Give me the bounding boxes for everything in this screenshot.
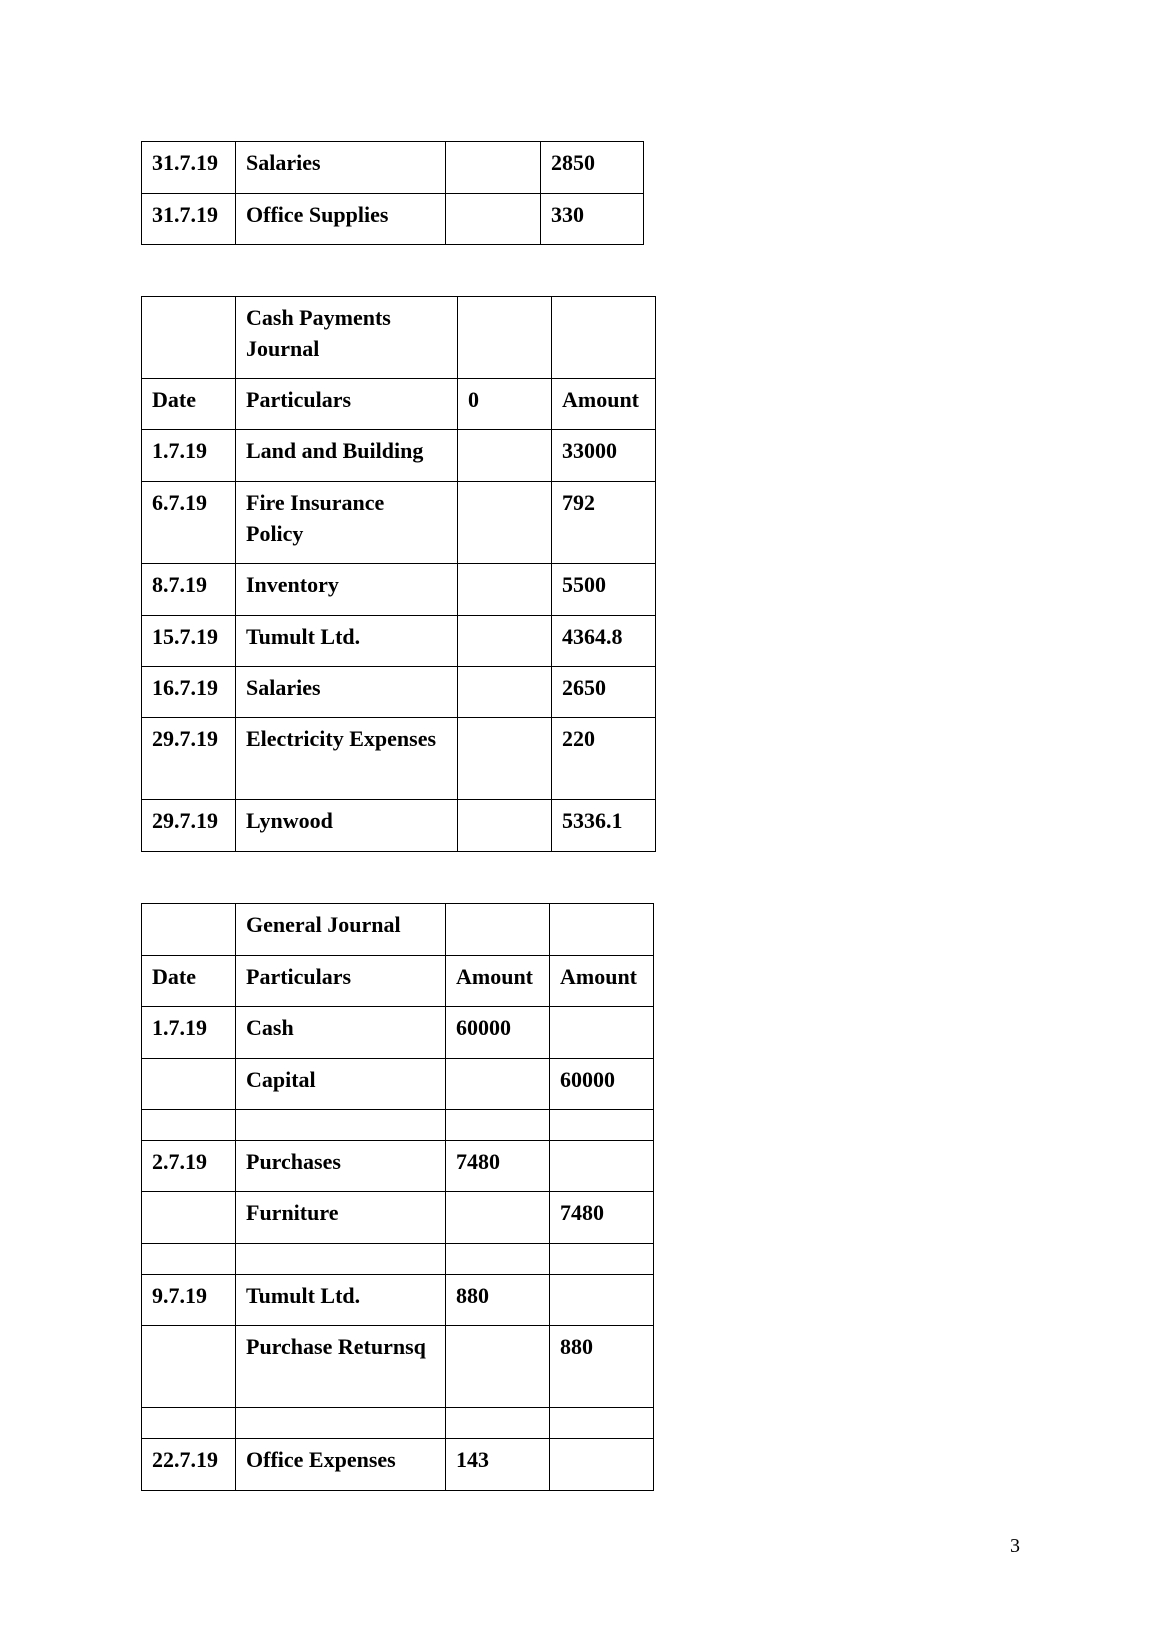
date-cell <box>142 1059 236 1110</box>
table-row <box>142 1439 654 1491</box>
amount-cell: 220 <box>552 718 656 800</box>
particulars-cell: Office Expenses <box>236 1439 446 1491</box>
debit-cell <box>458 430 552 482</box>
particulars-cell: Salaries <box>236 667 458 718</box>
particulars-cell: Electricity Expenses <box>236 718 458 800</box>
date-cell: 1.7.19 <box>142 430 236 482</box>
empty-cell <box>550 1408 654 1439</box>
date-cell: 2.7.19 <box>142 1141 236 1192</box>
particulars-cell: Land and Building <box>236 430 458 482</box>
empty-cell <box>446 1110 550 1141</box>
header-credit-amount: Amount <box>550 956 654 1007</box>
header-debit-amount: Amount <box>446 956 550 1007</box>
debit-cell <box>458 564 552 616</box>
empty-cell <box>446 1244 550 1275</box>
particulars-cell: Cash <box>236 1007 446 1059</box>
empty-cell <box>550 1244 654 1275</box>
credit-cell: 60000 <box>550 1059 654 1110</box>
header-debit: 0 <box>458 379 552 430</box>
spacer-row <box>142 1110 654 1141</box>
journal-title: Cash Payments Journal <box>236 297 458 379</box>
table-row <box>142 1007 654 1059</box>
table-row <box>142 800 656 852</box>
amount-cell: 792 <box>552 482 656 564</box>
credit-cell <box>550 1141 654 1192</box>
empty-cell <box>550 1110 654 1141</box>
empty-cell <box>236 1110 446 1141</box>
table-row <box>142 194 644 245</box>
title-cell <box>552 297 656 379</box>
cash-payments-journal-table <box>141 296 656 852</box>
date-cell: 8.7.19 <box>142 564 236 616</box>
title-cell <box>142 904 236 956</box>
table-row <box>142 1326 654 1408</box>
general-journal-table <box>141 903 654 1491</box>
empty-cell <box>142 1110 236 1141</box>
particulars-cell: Furniture <box>236 1192 446 1244</box>
amount-cell: 5336.1 <box>552 800 656 852</box>
debit-cell <box>458 482 552 564</box>
credit-cell: 880 <box>550 1326 654 1408</box>
table-row <box>142 1275 654 1326</box>
header-row <box>142 379 656 430</box>
header-particulars: Particulars <box>236 956 446 1007</box>
debit-cell <box>458 718 552 800</box>
particulars-cell: Inventory <box>236 564 458 616</box>
spacer-row <box>142 1244 654 1275</box>
date-cell: 1.7.19 <box>142 1007 236 1059</box>
date-cell: 22.7.19 <box>142 1439 236 1491</box>
credit-cell <box>550 1275 654 1326</box>
debit-cell <box>446 194 541 245</box>
table-row <box>142 1059 654 1110</box>
amount-cell: 33000 <box>552 430 656 482</box>
debit-cell <box>446 1059 550 1110</box>
particulars-cell: Capital <box>236 1059 446 1110</box>
date-cell: 29.7.19 <box>142 718 236 800</box>
title-cell <box>142 297 236 379</box>
particulars-cell: Salaries <box>236 142 446 194</box>
amount-cell: 2850 <box>541 142 644 194</box>
empty-cell <box>236 1408 446 1439</box>
table-row <box>142 616 656 667</box>
debit-cell <box>446 1192 550 1244</box>
table-row <box>142 564 656 616</box>
table-row <box>142 142 644 194</box>
date-cell: 9.7.19 <box>142 1275 236 1326</box>
particulars-cell: Tumult Ltd. <box>236 616 458 667</box>
particulars-cell: Tumult Ltd. <box>236 1275 446 1326</box>
date-cell <box>142 1192 236 1244</box>
date-cell: 16.7.19 <box>142 667 236 718</box>
date-cell <box>142 1326 236 1408</box>
amount-cell: 2650 <box>552 667 656 718</box>
particulars-cell: Fire Insurance Policy <box>236 482 458 564</box>
date-cell: 15.7.19 <box>142 616 236 667</box>
empty-cell <box>446 1408 550 1439</box>
debit-cell <box>458 616 552 667</box>
table-row <box>142 1192 654 1244</box>
header-amount: Amount <box>552 379 656 430</box>
header-date: Date <box>142 956 236 1007</box>
debit-cell: 7480 <box>446 1141 550 1192</box>
table-row <box>142 718 656 800</box>
empty-cell <box>142 1408 236 1439</box>
empty-cell <box>142 1244 236 1275</box>
credit-cell <box>550 1007 654 1059</box>
continuation-table <box>141 141 644 245</box>
debit-cell: 880 <box>446 1275 550 1326</box>
table-row <box>142 430 656 482</box>
credit-cell: 7480 <box>550 1192 654 1244</box>
title-row <box>142 297 656 379</box>
header-date: Date <box>142 379 236 430</box>
table-row <box>142 1141 654 1192</box>
date-cell: 31.7.19 <box>142 142 236 194</box>
header-row <box>142 956 654 1007</box>
title-cell <box>458 297 552 379</box>
date-cell: 6.7.19 <box>142 482 236 564</box>
particulars-cell: Lynwood <box>236 800 458 852</box>
credit-cell <box>550 1439 654 1491</box>
particulars-cell: Purchases <box>236 1141 446 1192</box>
date-cell: 31.7.19 <box>142 194 236 245</box>
amount-cell: 5500 <box>552 564 656 616</box>
page-number: 3 <box>1010 1535 1020 1557</box>
debit-cell <box>458 667 552 718</box>
particulars-cell: Purchase Returnsq <box>236 1326 446 1408</box>
amount-cell: 330 <box>541 194 644 245</box>
debit-cell: 60000 <box>446 1007 550 1059</box>
spacer-row <box>142 1408 654 1439</box>
debit-cell <box>446 142 541 194</box>
date-cell: 29.7.19 <box>142 800 236 852</box>
header-particulars: Particulars <box>236 379 458 430</box>
table-row <box>142 667 656 718</box>
amount-cell: 4364.8 <box>552 616 656 667</box>
debit-cell <box>446 1326 550 1408</box>
title-cell <box>550 904 654 956</box>
empty-cell <box>236 1244 446 1275</box>
title-cell <box>446 904 550 956</box>
table-row <box>142 482 656 564</box>
particulars-cell: Office Supplies <box>236 194 446 245</box>
title-row <box>142 904 654 956</box>
debit-cell <box>458 800 552 852</box>
journal-title: General Journal <box>236 904 446 956</box>
debit-cell: 143 <box>446 1439 550 1491</box>
